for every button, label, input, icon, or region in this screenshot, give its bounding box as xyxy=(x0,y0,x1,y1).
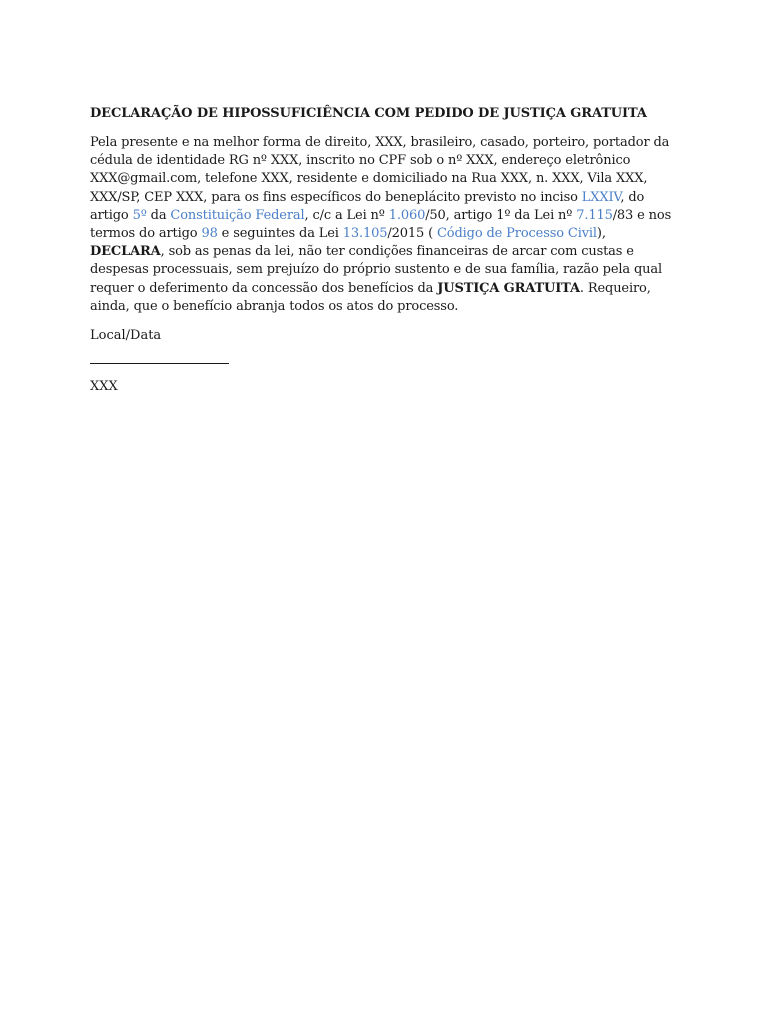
legal-reference-link[interactable]: Código de Processo Civil xyxy=(437,226,597,242)
body-text-segment: e seguintes da Lei xyxy=(217,226,343,242)
body-text-segment: , sob as penas da lei, não ter condições financeiras de arcar com custas e despesas processuais, sem prejuízo do próprio sustento e de sua família, razão pela qual requer o deferimento da concessão dos benefícios da xyxy=(90,244,662,296)
body-paragraph xyxy=(90,134,682,316)
legal-reference-link[interactable]: 7.115 xyxy=(576,207,613,223)
body-text-segment: /83 e nos termos do artigo xyxy=(90,207,672,242)
body-text-segment: Pela presente e na melhor forma de direito, XXX, brasileiro, casado, porteiro, portador da cédula de identidade RG nº XXX, inscrito no CPF sob o nº XXX, endereço eletrônico XXX@gmail.com, telefone XXX, residente e domiciliado na Rua XXX, n. XXX, Vila XXX, XXX/SP, CEP XXX, para os fins específicos do beneplácito previsto no inciso xyxy=(90,135,670,205)
document-page xyxy=(90,103,682,396)
signature-line xyxy=(90,363,229,364)
local-date-line: Local/Data xyxy=(90,328,162,344)
body-text-segment: . Requeiro, ainda, que o benefício abranja todos os atos do processo. xyxy=(90,280,651,314)
legal-reference-link[interactable]: Constituição Federal xyxy=(170,207,305,223)
body-text-segment: , do artigo xyxy=(90,189,645,223)
body-text-segment: /2015 ( xyxy=(387,226,437,242)
legal-reference-link[interactable]: 13.105 xyxy=(342,226,388,242)
legal-reference-link[interactable]: 98 xyxy=(201,226,218,242)
body-text-segment: da xyxy=(146,207,171,223)
legal-reference-link[interactable]: 5º xyxy=(132,207,147,223)
legal-reference-link[interactable]: 1.060 xyxy=(388,207,426,223)
emphasis-text: DECLARA xyxy=(90,244,161,260)
legal-reference-link[interactable]: LXXIV xyxy=(581,189,621,205)
body-text-segment: ), xyxy=(596,226,606,242)
emphasis-text: JUSTIÇA GRATUITA xyxy=(437,280,580,296)
document-title: DECLARAÇÃO DE HIPOSSUFICIÊNCIA COM PEDIDO DE JUSTIÇA GRATUITA xyxy=(90,106,647,121)
signer-name: XXX xyxy=(90,379,118,395)
body-text-segment: , c/c a Lei nº xyxy=(304,207,389,223)
body-text-segment: /50, artigo 1º da Lei nº xyxy=(425,207,577,223)
